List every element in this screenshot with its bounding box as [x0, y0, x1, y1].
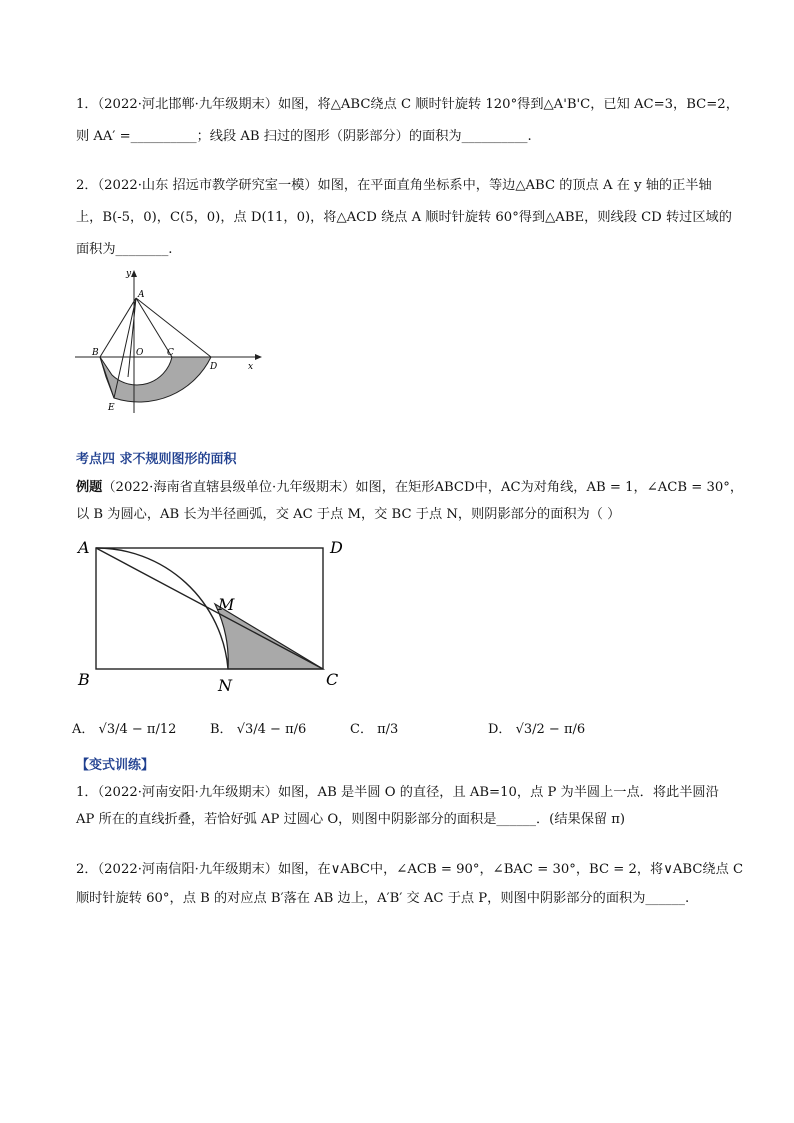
- option-a: [72, 718, 176, 737]
- option-c-label: C．: [350, 722, 373, 737]
- label-x: x: [248, 362, 254, 372]
- q2-line-1: 2．（2022·山东 招远市教学研究室一模）如图，在平面直角坐标系中，等边△ABC 的顶点 A 在 y 轴的正半轴: [76, 178, 712, 193]
- label-d: D: [210, 362, 218, 372]
- practice-q2-line-1: 2．（2022·河南信阳·九年级期末）如图，在∨ABC中，∠ACB = 90°，∠BAC = 30°，BC = 2，将∨ABC绕点 C: [76, 862, 744, 877]
- option-a-label: A．: [72, 722, 95, 737]
- option-c-text: π/3: [377, 722, 399, 737]
- section-title: 考点四 求不规则图形的面积: [76, 452, 237, 467]
- label-y: y: [126, 269, 132, 279]
- q2-line-3: 面积为________.: [76, 242, 173, 257]
- q1-line-2: 则 AA′ =__________；线段 AB 扫过的图形（阴影部分）的面积为__________.: [76, 129, 532, 144]
- q2-line-2: 上，B(-5，0)，C(5，0)，点 D(11，0)，将△ACD 绕点 A 顺时针旋转 60°得到△ABE，则线段 CD 转过区域的: [76, 210, 732, 225]
- option-d: [488, 718, 585, 737]
- example-tag: 例题: [76, 480, 103, 495]
- shaded-region: [100, 357, 211, 402]
- option-c: [350, 718, 398, 737]
- label-e: E: [108, 403, 115, 413]
- practice-q2-line-2: 顺时针旋转 60°，点 B 的对应点 B′落在 AB 边上，A′B′ 交 AC 于点 P，则图中阴影部分的面积为______.: [76, 891, 690, 906]
- example-line-1: [76, 478, 743, 498]
- label-a: A: [138, 290, 145, 300]
- label-c: C: [167, 348, 174, 358]
- diagonal-ac: [96, 548, 323, 669]
- label-m: M: [218, 595, 235, 614]
- q1-line-1: 1．（2022·河北邯郸·九年级期末）如图，将△ABC绕点 C 顺时针旋转 120°得到△A'B'C，已知 AC=3，BC=2，: [76, 97, 739, 112]
- y-axis-arrow: [131, 270, 137, 277]
- example-line-1-text: （2022·海南省直辖县级单位·九年级期末）如图，在矩形ABCD中，AC为对角线，AB = 1，∠ACB = 30°，: [102, 480, 744, 495]
- arc-amn: [96, 548, 228, 669]
- label-a: A: [78, 538, 90, 557]
- figure-rotation-coordinate: [70, 265, 270, 415]
- label-b: B: [92, 348, 99, 358]
- figure-rectangle: [70, 535, 360, 695]
- label-b: B: [78, 670, 90, 689]
- label-d: D: [330, 538, 343, 557]
- practice-q1-line-1: 1．（2022·河南安阳·九年级期末）如图，AB 是半圆 O 的直径，且 AB=10，点 P 为半圆上一点．将此半圆沿: [76, 785, 719, 800]
- label-o: O: [136, 348, 144, 358]
- label-c: C: [326, 670, 339, 689]
- label-n: N: [218, 676, 232, 695]
- option-a-text: √3/4 − π/12: [98, 722, 177, 737]
- practice-title: 【变式训练】: [76, 758, 155, 773]
- option-b-text: √3/4 − π/6: [236, 722, 307, 737]
- x-axis-arrow: [255, 354, 262, 360]
- option-d-label: D．: [488, 722, 512, 737]
- option-b: [210, 718, 306, 737]
- practice-q1-line-2: AP 所在的直线折叠，若恰好弧 AP 过圆心 O，则图中阴影部分的面积是______．(结果保留 π): [76, 812, 626, 827]
- option-b-label: B．: [210, 722, 233, 737]
- option-d-text: √3/2 − π/6: [515, 722, 586, 737]
- example-line-2: 以 B 为圆心，AB 长为半径画弧，交 AC 于点 M，交 BC 于点 N，则阴影部分的面积为（ ）: [76, 507, 621, 522]
